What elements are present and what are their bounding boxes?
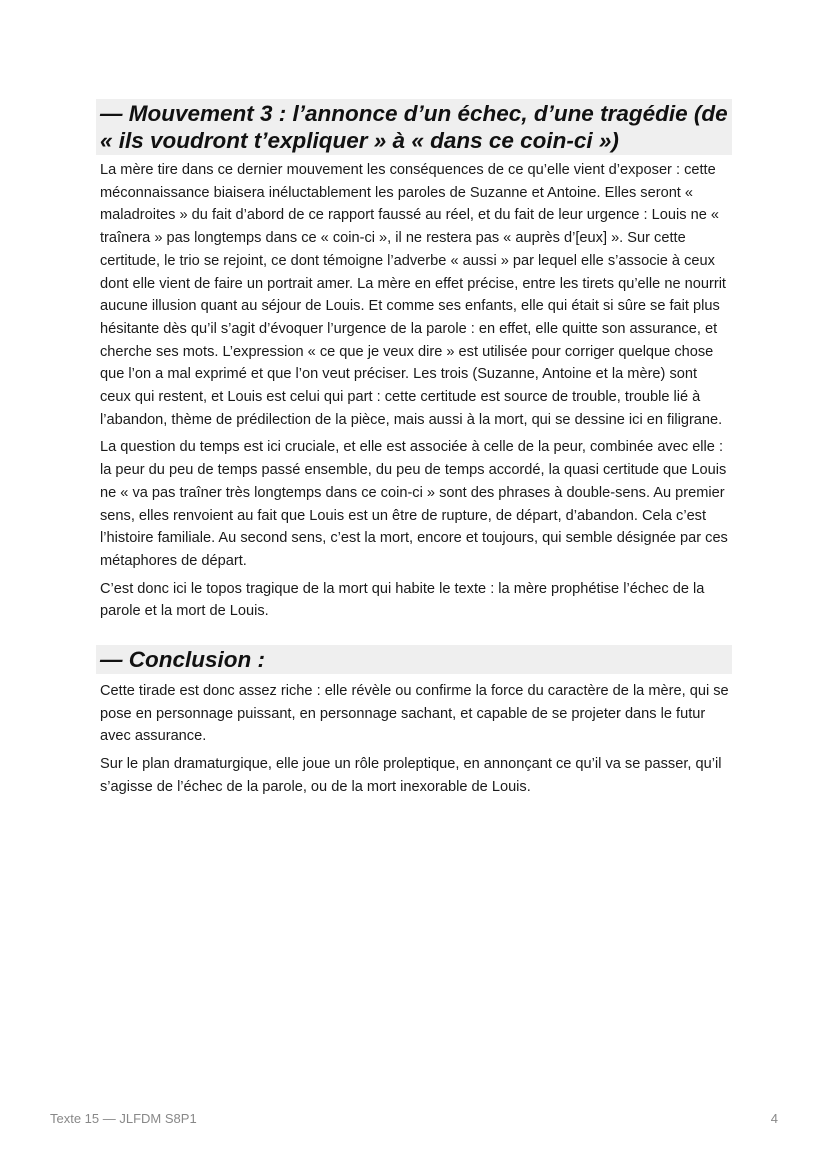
section-heading-conclusion: — Conclusion : xyxy=(96,645,732,674)
paragraph: C’est donc ici le topos tragique de la mort qui habite le texte : la mère prophétise l’échec de la parole et la mort de Louis. xyxy=(100,580,705,620)
footer-document-title: Texte 15 — JLFDM S8P1 xyxy=(50,1111,197,1126)
paragraph: La question du temps est ici cruciale, et elle est associée à celle de la peur, combinée avec elle : la peur du peu de temps passé ensemble, du peu de temps accordé, la quasi certitude que Louis ne « va pas traîner très longtemps dans ce coin-ci » sont des phrases à double-sens. Au premier sens, elles renvoient au fait que Louis est un être de rupture, de départ, d’abandon. Cela c’est l’histoire familiale. Au second sens, c’est la mort, encore et toujours, qui semble désignée par ces métaphores de départ. xyxy=(100,439,728,569)
page-content xyxy=(100,99,730,799)
footer-page-number: 4 xyxy=(770,1111,778,1126)
section-heading-mouvement-3: — Mouvement 3 : l’annonce d’un échec, d’une tragédie (de « ils voudront t’expliquer » à « dans ce coin-ci ») xyxy=(96,99,732,155)
paragraph: Cette tirade est donc assez riche : elle révèle ou confirme la force du caractère de la mère, qui se pose en personnage puissant, en personnage sachant, et capable de se projeter dans le futur avec assurance. xyxy=(100,683,729,745)
paragraph: La mère tire dans ce dernier mouvement les conséquences de ce qu’elle vient d’exposer : cette méconnaissance biaisera inéluctablement les paroles de Suzanne et Antoine. Elles seront « maladroites » du fait d’abord de ce rapport faussé au réel, et du fait de leur urgence : Louis ne « traînera » pas longtemps dans ce « coin-ci », il ne restera pas « auprès d’[eux] ». Sur cette certitude, le trio se rejoint, ce dont témoigne l’adverbe « aussi » par lequel elle s’associe à ceux dont elle vient de faire un portrait amer. La mère en effet précise, entre les tirets qu’elle ne nourrit aucune illusion quant au séjour de Louis. Et comme ses enfants, elle qui était si sûre se fait plus hésitante dès qu’il s’agit d’évoquer l’urgence de la parole : en effet, elle quitte son assurance, et cherche ses mots. L’expression « ce que je veux dire » est utilisée pour corriger quelque chose que l’on a mal exprimé et que l’on veut préciser. Les trois (Suzanne, Antoine et la mère) sont ceux qui restent, et Louis est celui qui part : cette certitude est source de trouble, trouble lié à l’abandon, thème de prédilection de la pièce, mais aussi à la mort, qui se dessine ici en filigrane. xyxy=(100,162,726,428)
paragraph: Sur le plan dramaturgique, elle joue un rôle proleptique, en annonçant ce qu’il va se passer, qu’il s’agisse de l’échec de la parole, ou de la mort inexorable de Louis. xyxy=(100,756,722,795)
